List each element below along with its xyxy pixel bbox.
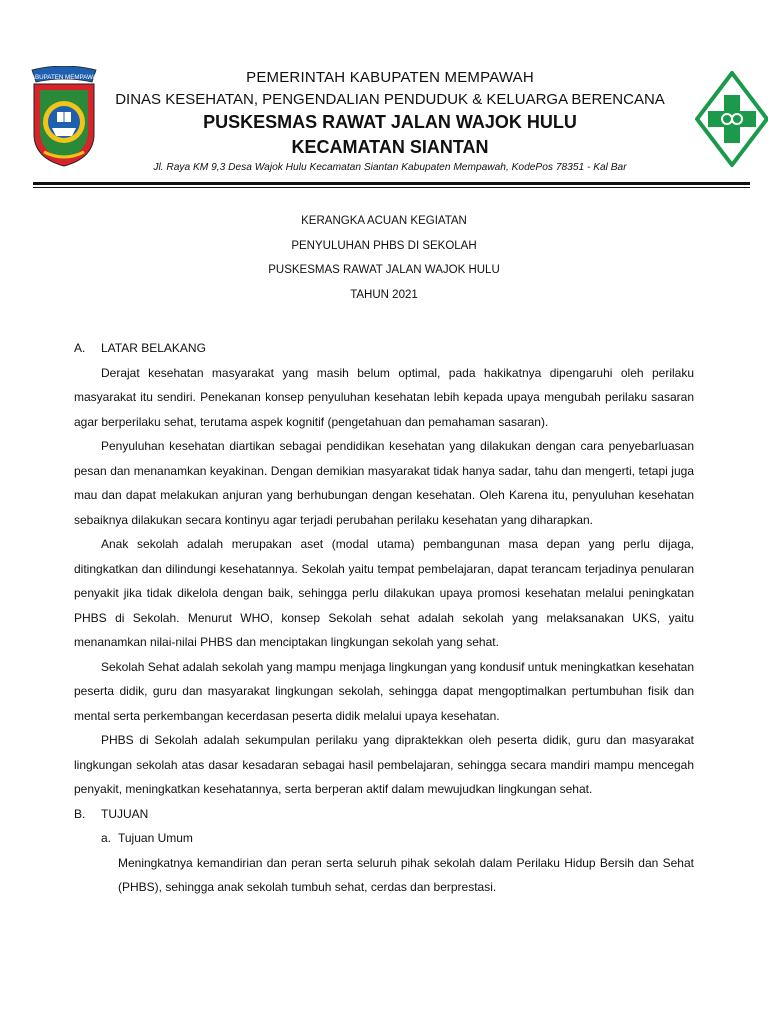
paragraph: Anak sekolah adalah merupakan aset (modal utama) pembangunan masa depan yang perlu dijaga, ditingkatkan dan dilindungi kesehatannya. Sekolah yaitu tempat pembelajaran, dapat terancam terjadinya penularan penyakit jika tidak dikelola dengan baik, sehingga perlu dilakukan upaya promosi kesehatan melalui peningkatan PHBS di Sekolah. Menurut WHO, konsep Sekolah sehat adalah sekolah yang melaksanakan UKS, yaitu menanamkan nilai-nilai PHBS dan menciptakan lingkungan sekolah yang sehat. [74,537,694,649]
section-a-heading [74,336,694,361]
paragraph: Derajat kesehatan masyarakat yang masih belum optimal, pada hakikatnya dipengaruhi oleh perilaku masyarakat itu sendiri. Penekanan konsep penyuluhan kesehatan lebih kepada upaya mengubah perilaku sasaran agar berperilaku sehat, terutama aspek kognitif (pengetahuan dan pemahaman sasaran). [74,365,694,429]
kabupaten-emblem-icon [30,66,98,168]
section-b-title: TUJUAN [101,806,149,821]
paragraph: PHBS di Sekolah adalah sekumpulan perilaku yang dipraktekkan oleh peserta didik, guru dan masyarakat lingkungan sekolah atas dasar kesadaran sebagai hasil pembelajaran, sehingga secara mandiri mampu mencegah penyakit, meningkatkan kesehatannya, serta berperan aktif dalam mewujudkan lingkungan sehat. [74,733,694,796]
subsection-a-heading [101,826,694,851]
letterhead-department: DINAS KESEHATAN, PENGENDALIAN PENDUDUK & KELUARGA BERENCANA [115,91,665,108]
subsection-a-letter: a. [101,831,112,845]
puskesmas-logo-icon [695,71,768,167]
section-b-heading [74,802,694,827]
document-body [74,336,694,900]
section-a-title: LATAR BELAKANG [101,341,206,355]
subsection-a-text: Meningkatnya kemandirian dan peran serta seluruh pihak sekolah dalam Perilaku Hidup Bersih dan Sehat (PHBS), sehingga anak sekolah tumbuh sehat, cerdas dan berprestasi. [118,855,694,894]
section-b-letter: B. [74,806,86,821]
letterhead-rule-thick [33,182,750,185]
doc-title-line3: PUSKESMAS RAWAT JALAN WAJOK HULU [268,264,500,276]
paragraph: Sekolah Sehat adalah sekolah yang mampu menjaga lingkungan yang kondusif untuk meningkatkan kesehatan peserta didik, guru dan masyarakat lingkungan sekolah, sehingga dapat mengoptimalkan pertumbuhan fisik dan mental serta perkembangan kecerdasan peserta didik melalui upaya kesehatan. [74,659,694,723]
doc-title-year: TAHUN 2021 [350,289,418,301]
emblem-banner-text: KABUPATEN MEMPAWAH [30,74,98,81]
section-a-letter: A. [74,341,86,355]
letterhead-rule-thin [33,187,750,188]
doc-title-line2: PENYULUHAN PHBS DI SEKOLAH [291,240,477,252]
subsection-a-title: Tujuan Umum [118,831,193,845]
letterhead-government: PEMERINTAH KABUPATEN MEMPAWAH [246,69,534,86]
letterhead-address: Jl. Raya KM 9,3 Desa Wajok Hulu Kecamatan Siantan Kabupaten Mempawah, KodePos 78351 - Kal Bar [153,162,627,173]
letterhead-district: KECAMATAN SIANTAN [291,137,489,157]
paragraph: Penyuluhan kesehatan diartikan sebagai pendidikan kesehatan yang dilakukan dengan cara penyebarluasan pesan dan menanamkan keyakinan. Dengan demikian masyarakat tidak hanya sadar, tahu dan mengerti, tetapi juga mau dan dapat melakukan anjuran yang berhubungan dengan kesehatan. Oleh Karena itu, penyuluhan kesehatan sebaiknya dilakukan secara kontinyu agar terjadi perubahan perilaku kesehatan yang diharapkan. [74,439,694,527]
doc-title-line1: KERANGKA ACUAN KEGIATAN [301,215,467,227]
letterhead-puskesmas: PUSKESMAS RAWAT JALAN WAJOK HULU [203,112,577,132]
